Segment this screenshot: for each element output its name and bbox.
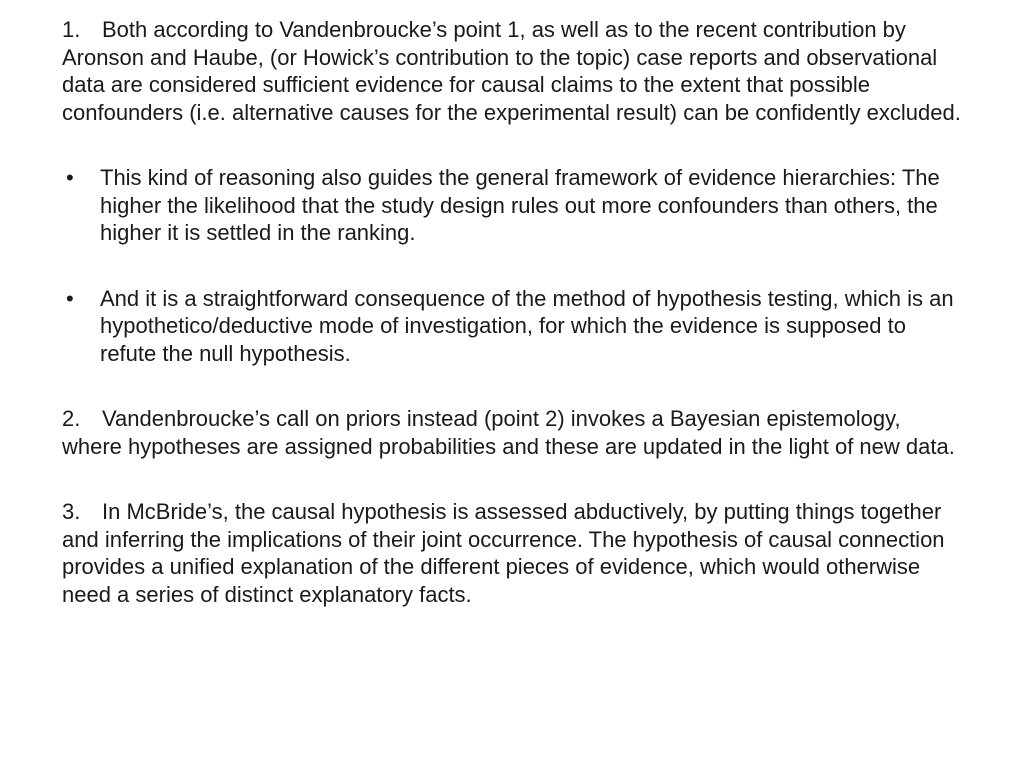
bullet-point-2 xyxy=(62,285,962,368)
bullet-icon: • xyxy=(66,285,74,311)
numbered-point-1 xyxy=(62,16,962,126)
point-number: 1. xyxy=(62,17,81,42)
bullet-point-1 xyxy=(62,164,962,247)
bullet-text: And it is a straightforward consequence of the method of hypothesis testing, which is an hypothetico/deductive mode of investigation, for which the evidence is supposed to refute the null hypothesis. xyxy=(100,285,954,366)
slide-body xyxy=(62,16,962,646)
bullet-text: This kind of reasoning also guides the general framework of evidence hierarchies: The higher the likelihood that the study design rules out more confounders than others, the higher it is settled in the ranking. xyxy=(100,165,940,245)
bullet-icon: • xyxy=(66,165,74,190)
point-text: In McBride’s, the causal hypothesis is assessed abductively, by putting things together and inferring the implications of their joint occurrence. The hypothesis of causal connection provides a unified explanation of the different pieces of evidence, which would otherwise need a series of distinct explanatory facts. xyxy=(62,499,945,607)
point-text: Both according to Vandenbroucke’s point 1, as well as to the recent contribution by Aronson and Haube, (or Howick’s contribution to the topic) case reports and observational data are considered sufficient evidence for causal claims to the extent that possible confounders (i.e. alternative causes for the experimental result) can be confidently excluded. xyxy=(62,17,961,125)
numbered-point-2 xyxy=(62,405,962,460)
point-text: Vandenbroucke’s call on priors instead (point 2) invokes a Bayesian epistemology, where hypotheses are assigned probabilities and these are updated in the light of new data. xyxy=(62,406,955,459)
point-number: 2. xyxy=(62,406,81,431)
numbered-point-3 xyxy=(62,498,962,608)
point-number: 3. xyxy=(62,499,81,524)
